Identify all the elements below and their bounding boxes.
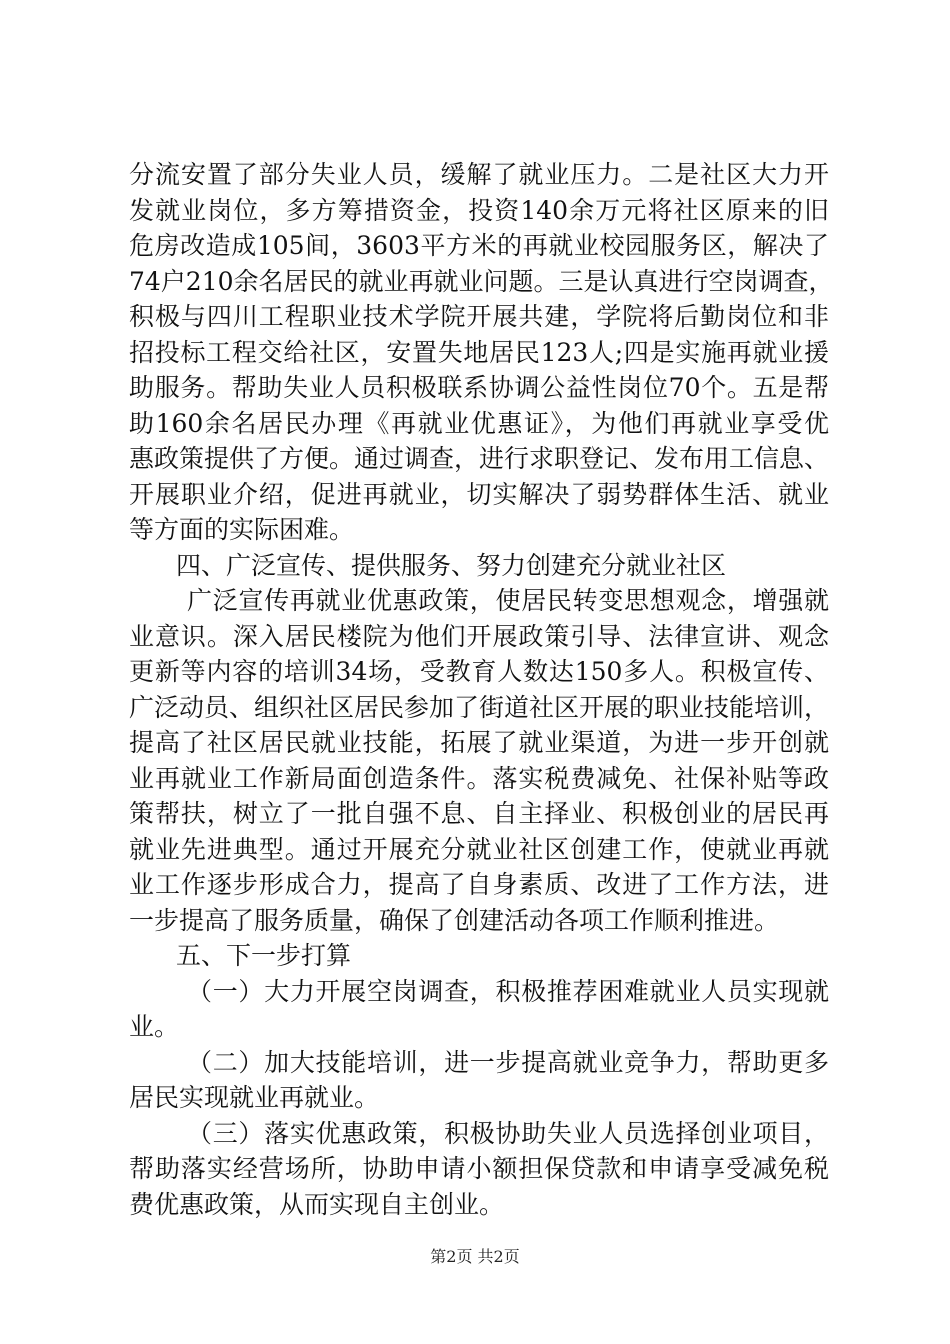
section-heading: 五、下一步打算	[176, 941, 352, 970]
text-line: 广泛动员、组织社区居民参加了街道社区开展的职业技能培训，	[129, 692, 830, 722]
text-line: 分流安置了部分失业人员，缓解了就业压力。二是社区大力开	[129, 160, 829, 189]
text-line: 业。	[129, 1012, 180, 1041]
text-line: 业意识。深入居民楼院为他们开展政策引导、法律宣讲、观念	[129, 621, 829, 651]
text-line: 等方面的实际困难。	[129, 515, 355, 544]
text-line: 居民实现就业再就业。	[129, 1083, 380, 1112]
text-line: 策帮扶，树立了一批自强不息、自主择业、积极创业的居民再	[129, 799, 829, 828]
text-line: 一步提高了服务质量，确保了创建活动各项工作顺利推进。	[129, 905, 780, 935]
text-line: （二）加大技能培训，进一步提高就业竞争力，帮助更多	[187, 1047, 829, 1077]
page-footer: 第2页 共2页	[430, 1247, 520, 1266]
text-line: 积极与四川工程职业技术学院开展共建，学院将后勤岗位和非	[129, 302, 829, 331]
text-line: 更新等内容的培训34场，受教育人数达150多人。积极宣传、	[129, 657, 829, 686]
text-line: 招投标工程交给社区，安置失地居民123人;四是实施再就业援	[129, 337, 829, 367]
text-line: 费优惠政策，从而实现自主创业。	[129, 1189, 505, 1219]
text-line: 危房改造成105间，3603平方米的再就业校园服务区，解决了	[129, 231, 829, 260]
text-line: 提高了社区居民就业技能，拓展了就业渠道，为进一步开创就	[129, 728, 829, 757]
text-line: 业再就业工作新局面创造条件。落实税费减免、社保补贴等政	[129, 763, 829, 793]
text-line: （三）落实优惠政策，积极协助失业人员选择创业项目，	[187, 1118, 829, 1148]
text-line: 就业先进典型。通过开展充分就业社区创建工作，使就业再就	[129, 834, 829, 864]
text-line: 开展职业介绍，促进再就业，切实解决了弱势群体生活、就业	[129, 479, 829, 509]
document-body	[129, 157, 834, 1222]
text-line: 帮助落实经营场所，协助申请小额担保贷款和申请享受减免税	[129, 1154, 829, 1183]
text-line: 74户210余名居民的就业再就业问题。三是认真进行空岗调查，	[129, 266, 834, 296]
text-line: （一）大力开展空岗调查，积极推荐困难就业人员实现就	[187, 976, 829, 1006]
text-line: 业工作逐步形成合力，提高了自身素质、改进了工作方法，进	[129, 870, 829, 899]
text-line: 助服务。帮助失业人员积极联系协调公益性岗位70个。五是帮	[129, 373, 829, 402]
text-line: 惠政策提供了方便。通过调查，进行求职登记、发布用工信息、	[129, 444, 830, 473]
text-line: 广泛宣传再就业优惠政策，使居民转变思想观念，增强就	[187, 586, 829, 615]
section-heading: 四、广泛宣传、提供服务、努力创建充分就业社区	[176, 550, 727, 580]
text-line: 助160余名居民办理《再就业优惠证》，为他们再就业享受优	[129, 408, 829, 438]
text-line: 发就业岗位，多方筹措资金，投资140余万元将社区原来的旧	[129, 195, 829, 225]
